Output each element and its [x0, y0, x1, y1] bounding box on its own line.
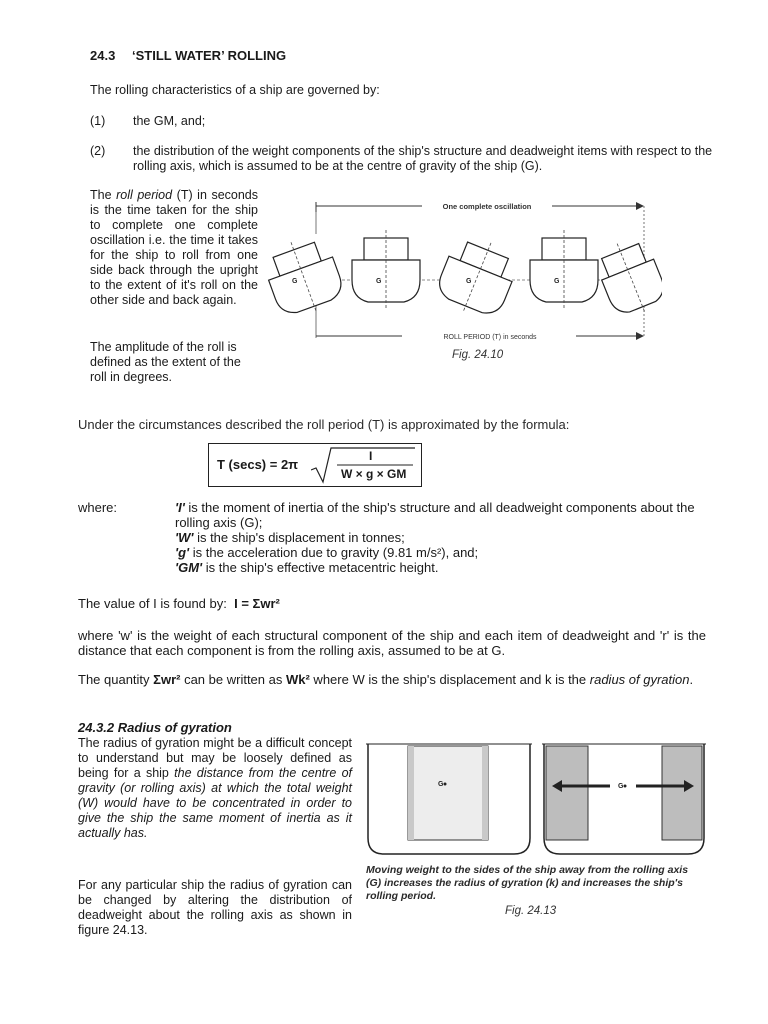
gyration-definition: the distance from the centre of gravity (or rolling axis) at which the total weight (W) would have to be concentrated in order to give the ship the same moment of inertia as it actually has.	[78, 766, 352, 840]
definition-text: is the ship's displacement in tonnes;	[193, 530, 405, 545]
definition-symbol: 'g'	[175, 545, 190, 560]
quantity-symbol-2: Wk²	[285, 672, 310, 687]
figure-caption: Fig. 24.10	[452, 349, 504, 361]
ship-rolled-2	[432, 230, 523, 324]
section-number: 24.3	[90, 48, 116, 63]
formula-lhs: T (secs) = 2π	[217, 457, 299, 472]
ship-rolled-1	[262, 231, 348, 324]
roll-period-label: ROLL PERIOD (T) in seconds	[443, 334, 537, 341]
gyration-paragraph-2: For any particular ship the radius of gyration can be changed by altering the distribution of deadweight about the rolling axis as shown in figure 24.13.	[78, 878, 352, 937]
g-label: G	[466, 278, 472, 285]
quantity-end: .	[689, 672, 694, 687]
where-w-paragraph: where 'w' is the weight of each structural component of the ship and each item of deadweight and 'r' is the distance that each component is from the rolling axis, assumed to be at G.	[78, 628, 706, 658]
definition-item	[175, 530, 705, 545]
g-label: G	[376, 278, 382, 285]
list-text: the distribution of the weight components of the ship's structure and deadweight items with respect to the rolling axis, which is assumed to be at the centre of gravity of the ship (G).	[133, 144, 713, 173]
definition-item	[175, 545, 705, 560]
gyration-heading: 24.3.2 Radius of gyration	[78, 720, 232, 735]
section-title: ‘STILL WATER’ ROLLING	[132, 48, 287, 63]
formula-denominator: W × g × GM	[341, 467, 407, 481]
definition-symbol: 'W'	[175, 530, 194, 545]
figure-number-2: Fig. 24.13	[505, 905, 557, 917]
value-of-i-formula: I = Σwr²	[234, 596, 280, 611]
amplitude-paragraph: The amplitude of the roll is defined as the extent of the roll in degrees.	[90, 340, 241, 384]
quantity-text-post: where W is the ship's displacement and k is the	[309, 672, 590, 687]
definition-text: is the moment of inertia of the ship's structure and all deadweight components about the rolling axis (G);	[175, 500, 695, 530]
ship-section-centred-weight	[366, 744, 532, 854]
definition-symbol: 'GM'	[175, 560, 203, 575]
quantity-text: The quantity	[78, 672, 154, 687]
definition-text: is the ship's effective metacentric height.	[202, 560, 439, 575]
gyration-paragraph	[78, 736, 352, 841]
quantity-term: radius of gyration	[589, 672, 690, 687]
ship-upright-2	[530, 230, 598, 310]
roll-oscillation-figure	[262, 190, 662, 350]
section-heading	[90, 48, 286, 63]
where-label: where:	[78, 500, 118, 515]
quantity-symbol: Σwr²	[153, 672, 181, 687]
list-text: the GM, and;	[133, 114, 206, 128]
g-label: G	[618, 783, 624, 790]
roll-period-paragraph	[90, 188, 258, 308]
roll-period-text-rest: (T) in seconds is the time taken for the ship to complete one complete oscillation i.e. the time it takes for the ship to roll from one side back through the upright to the extent of it's roll on the other side and back again.	[90, 188, 259, 307]
definition-item	[175, 500, 705, 530]
intro-paragraph: The rolling characteristics of a ship are governed by:	[90, 83, 380, 97]
ship-rolled-3	[591, 233, 662, 323]
definition-text: is the acceleration due to gravity (9.81 m/s²), and;	[189, 545, 479, 560]
roll-period-formula	[208, 443, 422, 487]
g-label: G	[554, 278, 560, 285]
list-number: (1)	[90, 114, 106, 128]
ship-upright-1	[352, 230, 420, 310]
gyration-figure	[366, 742, 706, 860]
value-of-i	[78, 596, 280, 611]
g-label: G	[292, 278, 298, 285]
where-definitions	[175, 500, 705, 575]
formula-intro: Under the circumstances described the roll period (T) is approximated by the formula:	[78, 417, 570, 432]
formula-numerator: I	[369, 449, 373, 463]
list-number: (2)	[90, 144, 106, 158]
roll-period-text: The	[90, 188, 117, 202]
g-label: G	[438, 781, 444, 788]
definition-item	[175, 560, 705, 575]
value-of-i-text: The value of I is found by:	[78, 596, 227, 611]
oscillation-label: One complete oscillation	[442, 202, 532, 211]
quantity-paragraph	[78, 672, 706, 687]
roll-period-term: roll period	[116, 188, 173, 202]
figure-caption-2: Moving weight to the sides of the ship away from the rolling axis (G) increases the radius of gyration (k) and increases the ship's rolling period.	[366, 864, 689, 902]
ship-section-side-weight	[542, 744, 706, 854]
gyration-text: The radius of gyration might be a difficult concept to understand but may be loosely defined as being for a ship	[78, 736, 352, 780]
definition-symbol: 'I'	[175, 500, 185, 515]
quantity-text-mid: can be written as	[180, 672, 286, 687]
